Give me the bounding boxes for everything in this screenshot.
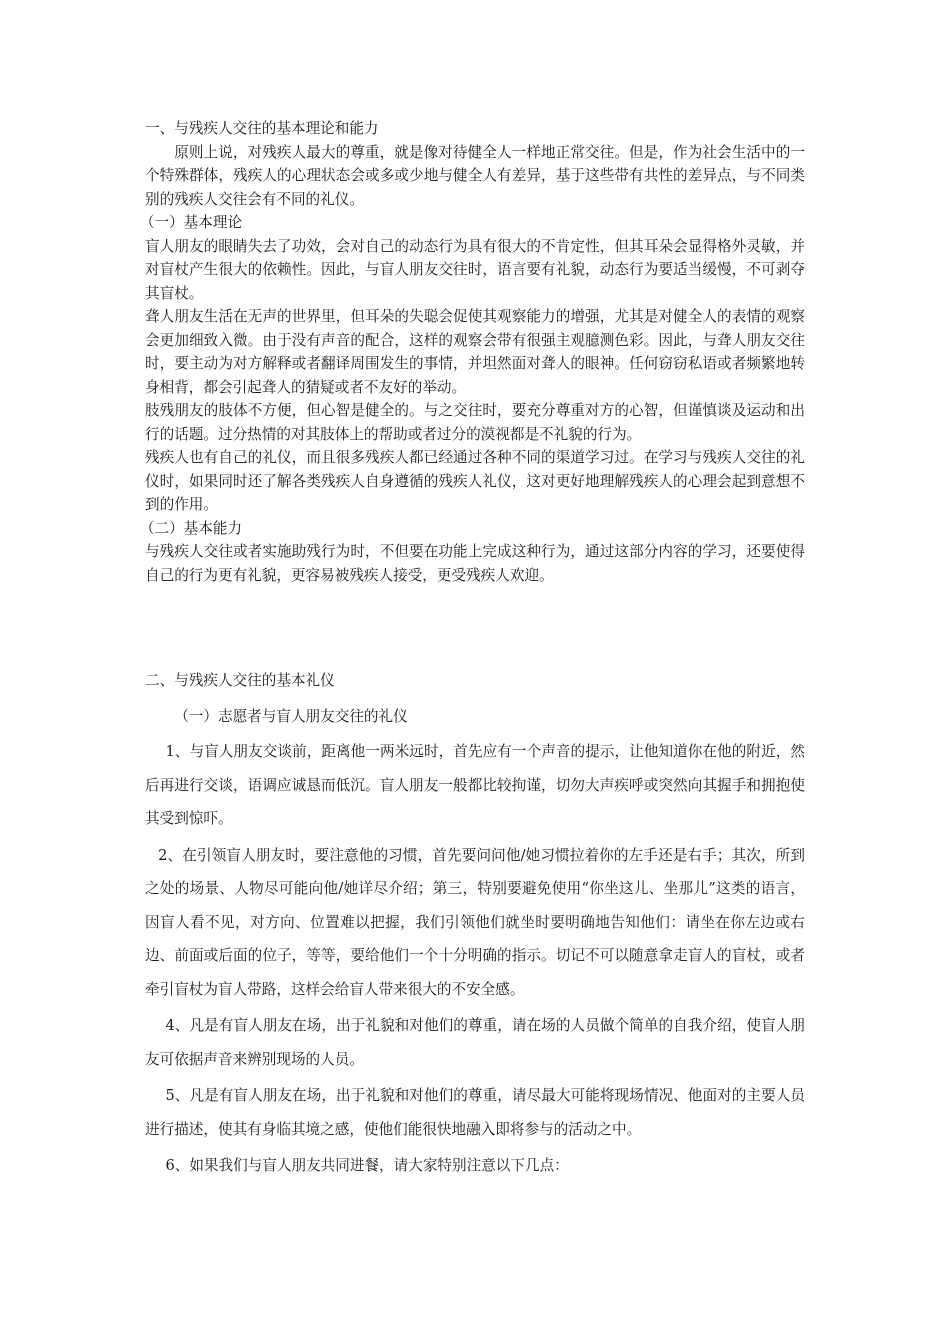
- section1-intro-paragraph: 原则上说，对残疾人最大的尊重，就是像对待健全人一样地正常交往。但是，作为社会生活中的一个特殊群体，残疾人的心理状态会或多或少地与健全人有差异，基于这些带有共性的差异点，与不同类别的残疾人交往会有不同的礼仪。: [145, 143, 805, 208]
- sub-heading-basic-theory: （一）基本理论: [139, 214, 243, 231]
- sub-heading-volunteer-blind-etiquette: （一）志愿者与盲人朋友交往的礼仪: [174, 707, 408, 725]
- paragraph-blind-friends: 盲人朋友的眼睛失去了功效，会对自己的动态行为具有很大的不肯定性，但其耳朵会显得格外灵敏，并对盲杖产生很大的依赖性。因此，与盲人朋友交往时，语言要有礼貌，动态行为要适当缓慢，不可剥夺其盲杖。: [145, 237, 805, 302]
- etiquette-item: 4、凡是有盲人朋友在场，出于礼貌和对他们的尊重，请在场的人员做个简单的自我介绍，使盲人朋友可依据声音来辨别现场的人员。: [145, 1017, 805, 1068]
- etiquette-item: 2、在引领盲人朋友时，要注意他的习惯，首先要问问他/她习惯拉着你的左手还是右手；其次，所到之处的场景、人物尽可能向他/她详尽介绍；第三，特别要避免使用“你坐这儿、坐那儿”这类的语言，因盲人看不见，对方向、位置难以把握，我们引领他们就坐时要明确地告知他们：请坐在你左边或右边、前面或后面的位子，等等，要给他们一个十分明确的指示。切记不可以随意拿走盲人的盲杖，或者牵引盲杖为盲人带路，这样会给盲人带来很大的不安全感。: [145, 846, 805, 998]
- section1-heading: 一、与残疾人交往的基本理论和能力: [145, 120, 379, 137]
- section-basic-theory-and-ability: [139, 117, 805, 587]
- paragraph-limb-disabled-friends: 肢残朋友的肢体不方便，但心智是健全的。与之交往时，要充分尊重对方的心智，但谨慎谈及运动和出行的话题。过分热情的对其肢体上的帮助或者过分的漠视都是不礼貌的行为。: [145, 402, 805, 443]
- etiquette-item: 5、凡是有盲人朋友在场，出于礼貌和对他们的尊重，请尽最大可能将现场情况、他面对的主要人员进行描述，使其有身临其境之感，使他们能很快地融入即将参与的活动之中。: [145, 1087, 805, 1138]
- etiquette-item: 1、与盲人朋友交谈前，距离他一两米远时，首先应有一个声音的提示，让他知道你在他的附近，然后再进行交谈，语调应诚恳而低沉。盲人朋友一般都比较拘谨，切勿大声疾呼或突然向其握手和拥抱使其受到惊吓。: [145, 743, 805, 827]
- sub-heading-basic-ability: （二）基本能力: [139, 519, 243, 537]
- section-basic-etiquette: [145, 664, 805, 1186]
- paragraph-basic-ability: 与残疾人交往或者实施助残行为时，不但要在功能上完成这种行为，通过这部分内容的学习，还要使得自己的行为更有礼貌，更容易被残疾人接受，更受残疾人欢迎。: [145, 543, 805, 584]
- section2-heading: 二、与残疾人交往的基本礼仪: [145, 672, 335, 689]
- etiquette-item: 6、如果我们与盲人朋友共同进餐，请大家特别注意以下几点：: [165, 1157, 569, 1174]
- paragraph-deaf-friends: 聋人朋友生活在无声的世界里，但耳朵的失聪会促使其观察能力的增强，尤其是对健全人的表情的观察会更加细致入微。由于没有声音的配合，这样的观察会带有很强主观臆测色彩。因此，与聋人朋友交往时，要主动为对方解释或者翻译周围发生的事情，并坦然面对聋人的眼神。任何窃窃私语或者频繁地转身相背，都会引起聋人的猜疑或者不友好的举动。: [145, 308, 805, 396]
- paragraph-disabled-etiquette: 残疾人也有自己的礼仪，而且很多残疾人都已经通过各种不同的渠道学习过。在学习与残疾人交往的礼仪时，如果同时还了解各类残疾人自身遵循的残疾人礼仪，这对更好地理解残疾人的心理会起到意想不到的作用。: [145, 449, 805, 513]
